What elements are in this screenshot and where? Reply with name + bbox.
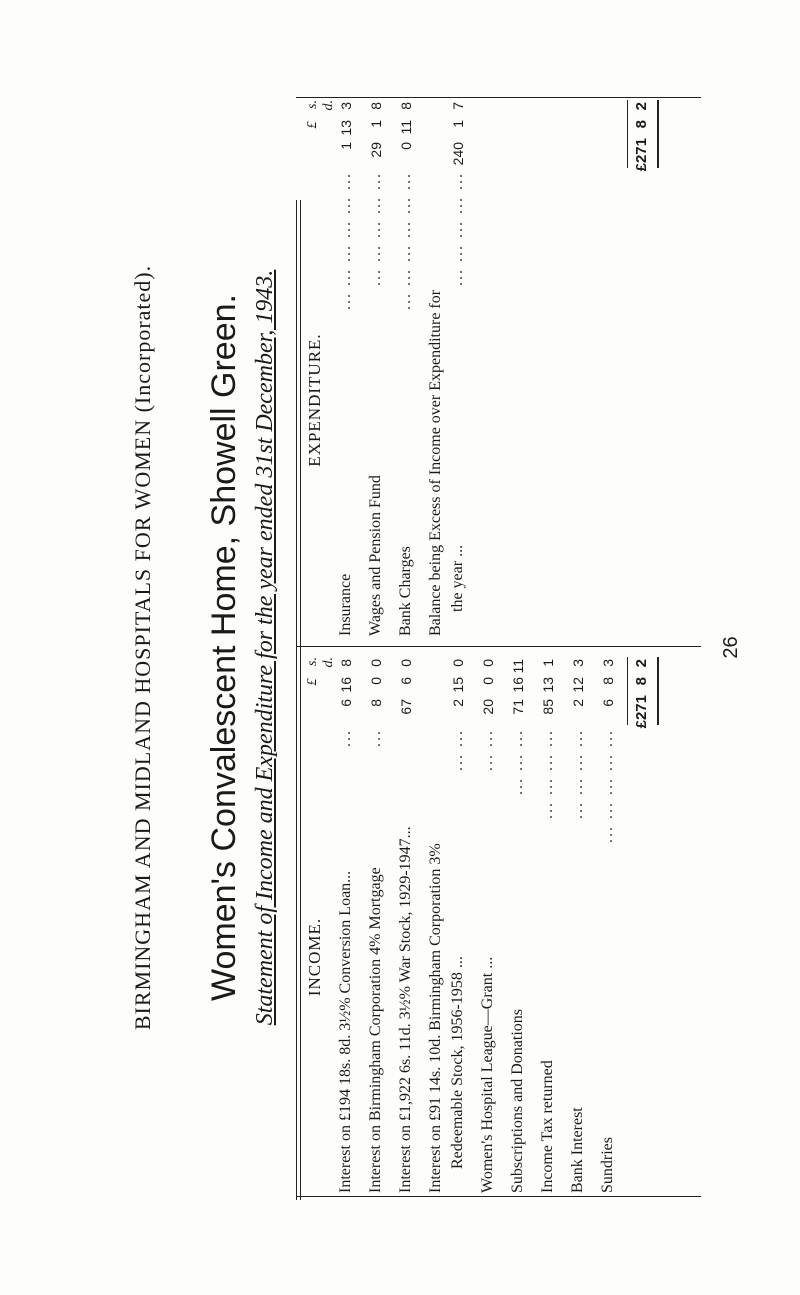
expenditure-label: Balance being Excess of Income over Expenditure for bbox=[427, 289, 444, 636]
income-row bbox=[447, 657, 469, 1197]
pence: 0 bbox=[398, 659, 414, 667]
statement-title-text: Statement of Income and Expenditure for the year ended 31st December, 1943. bbox=[252, 269, 278, 1026]
shillings: 0 bbox=[480, 677, 496, 685]
pounds: 2 bbox=[450, 699, 466, 707]
expenditure-label: Insurance bbox=[337, 573, 354, 636]
leader-dots: ... ... ... ... ... ... bbox=[337, 172, 354, 310]
expenditure-label: Bank Charges bbox=[397, 546, 414, 636]
expenditure-row bbox=[395, 100, 417, 640]
income-row bbox=[335, 657, 357, 1197]
center-divider bbox=[296, 646, 701, 647]
pence: 1 bbox=[540, 659, 556, 667]
leader-dots: ... ... bbox=[449, 729, 466, 771]
expenditure-row bbox=[447, 100, 469, 640]
leader-dots: ... bbox=[337, 729, 354, 747]
shillings: 13 bbox=[540, 677, 556, 693]
income-row bbox=[425, 657, 447, 1197]
total-rule bbox=[627, 657, 628, 725]
pounds-header: £ bbox=[305, 121, 320, 129]
income-label: Income Tax returned bbox=[539, 1060, 556, 1193]
income-row bbox=[395, 657, 417, 1197]
pounds: 8 bbox=[368, 699, 384, 707]
pounds: 20 bbox=[480, 699, 496, 715]
top-rule bbox=[296, 200, 297, 1200]
leader-dots: ... ... ... ... bbox=[569, 729, 586, 819]
pence: 0 bbox=[368, 659, 384, 667]
pounds: 2 bbox=[570, 699, 586, 707]
income-label: Subscriptions and Donations bbox=[509, 1009, 526, 1193]
expenditure-currency-header bbox=[305, 100, 337, 160]
expenditure-title: EXPENDITURE. bbox=[305, 333, 324, 467]
leader-dots: ... ... ... ... ... bbox=[449, 172, 466, 286]
total-double-rule bbox=[657, 100, 659, 168]
total-pounds: £271 bbox=[633, 695, 650, 729]
leader-dots: ... ... ... ... ... bbox=[599, 729, 616, 843]
leader-dots: ... bbox=[367, 729, 384, 747]
income-label: Interest on £1,922 6s. 11d. 3½% War Stock, 1929-1947... bbox=[397, 826, 414, 1193]
income-label: Interest on £194 18s. 8d. 3½% Conversion Loan... bbox=[337, 870, 354, 1193]
total-pounds: £271 bbox=[633, 138, 650, 172]
shillings: 11 bbox=[398, 120, 414, 135]
shillings: 1 bbox=[450, 120, 466, 128]
pence: 11 bbox=[510, 659, 526, 674]
income-label: Redeemable Stock, 1956-1958 ... bbox=[449, 956, 466, 1169]
expenditure-row bbox=[365, 100, 387, 640]
leader-dots: ... ... ... ... ... bbox=[367, 172, 384, 286]
income-label: Women's Hospital League—Grant ... bbox=[479, 956, 496, 1193]
pounds: 71 bbox=[510, 699, 526, 715]
page-number: 26 bbox=[720, 636, 742, 659]
income-total bbox=[631, 657, 653, 729]
shillings-header: s. bbox=[305, 657, 320, 666]
pounds: 1 bbox=[338, 142, 354, 150]
total-shillings: 8 bbox=[633, 677, 650, 686]
pence: 8 bbox=[368, 102, 384, 110]
expenditure-row bbox=[425, 100, 447, 640]
income-currency-header bbox=[305, 657, 337, 717]
expenditure-label: the year ... bbox=[449, 544, 466, 612]
income-row bbox=[365, 657, 387, 1197]
pence-header: d. bbox=[321, 100, 336, 111]
pounds: 85 bbox=[540, 699, 556, 715]
income-row bbox=[597, 657, 619, 1197]
income-label: Sundries bbox=[599, 1137, 616, 1193]
shillings: 16 bbox=[510, 677, 526, 693]
right-border bbox=[296, 97, 701, 98]
expenditure-label: Wages and Pension Fund bbox=[367, 475, 384, 636]
income-label: Interest on £91 14s. 10d. Birmingham Corporation 3% bbox=[427, 843, 444, 1193]
total-pence: 2 bbox=[633, 659, 650, 668]
pence: 7 bbox=[450, 102, 466, 110]
shillings: 13 bbox=[338, 120, 354, 136]
pence: 3 bbox=[600, 659, 616, 667]
pence: 8 bbox=[338, 659, 354, 667]
shillings: 6 bbox=[398, 677, 414, 685]
income-row bbox=[567, 657, 589, 1197]
leader-dots: ... ... ... bbox=[509, 729, 526, 795]
pence: 3 bbox=[570, 659, 586, 667]
pounds: 6 bbox=[338, 699, 354, 707]
pence: 3 bbox=[338, 102, 354, 110]
home-title: Women's Convalescent Home, Showell Green. bbox=[205, 294, 243, 1001]
income-row bbox=[507, 657, 529, 1197]
pounds: 6 bbox=[600, 699, 616, 707]
income-row bbox=[537, 657, 559, 1197]
total-double-rule bbox=[657, 657, 659, 725]
income-label: Interest on Birmingham Corporation 4% Mortgage bbox=[367, 867, 384, 1193]
shillings: 16 bbox=[338, 677, 354, 693]
pounds-header: £ bbox=[305, 678, 320, 686]
total-rule bbox=[627, 100, 628, 168]
expenditure-row bbox=[335, 100, 357, 640]
statement-title bbox=[252, 0, 279, 1295]
pounds: 67 bbox=[398, 699, 414, 715]
leader-dots: ... ... bbox=[479, 729, 496, 771]
organisation-title: BIRMINGHAM AND MIDLAND HOSPITALS FOR WOMEN (Incorporated). bbox=[130, 264, 155, 1031]
pence: 0 bbox=[480, 659, 496, 667]
income-row bbox=[477, 657, 499, 1197]
top-rule-thin bbox=[300, 200, 301, 1200]
shillings: 8 bbox=[600, 677, 616, 685]
pounds: 0 bbox=[398, 142, 414, 150]
shillings: 0 bbox=[368, 677, 384, 685]
pence: 8 bbox=[398, 102, 414, 110]
pounds: 29 bbox=[368, 142, 384, 158]
shillings: 12 bbox=[570, 677, 586, 693]
leader-dots: ... ... ... ... ... ... bbox=[397, 172, 414, 310]
total-pence: 2 bbox=[633, 102, 650, 111]
income-label: Bank Interest bbox=[569, 1107, 586, 1193]
total-shillings: 8 bbox=[633, 120, 650, 129]
shillings: 15 bbox=[450, 677, 466, 693]
pence: 0 bbox=[450, 659, 466, 667]
shillings: 1 bbox=[368, 120, 384, 128]
pence-header: d. bbox=[321, 657, 336, 668]
expenditure-total bbox=[631, 100, 653, 172]
pounds: 240 bbox=[450, 142, 466, 166]
leader-dots: ... ... ... ... bbox=[539, 729, 556, 819]
shillings-header: s. bbox=[305, 100, 320, 109]
income-title: INCOME. bbox=[305, 917, 324, 997]
